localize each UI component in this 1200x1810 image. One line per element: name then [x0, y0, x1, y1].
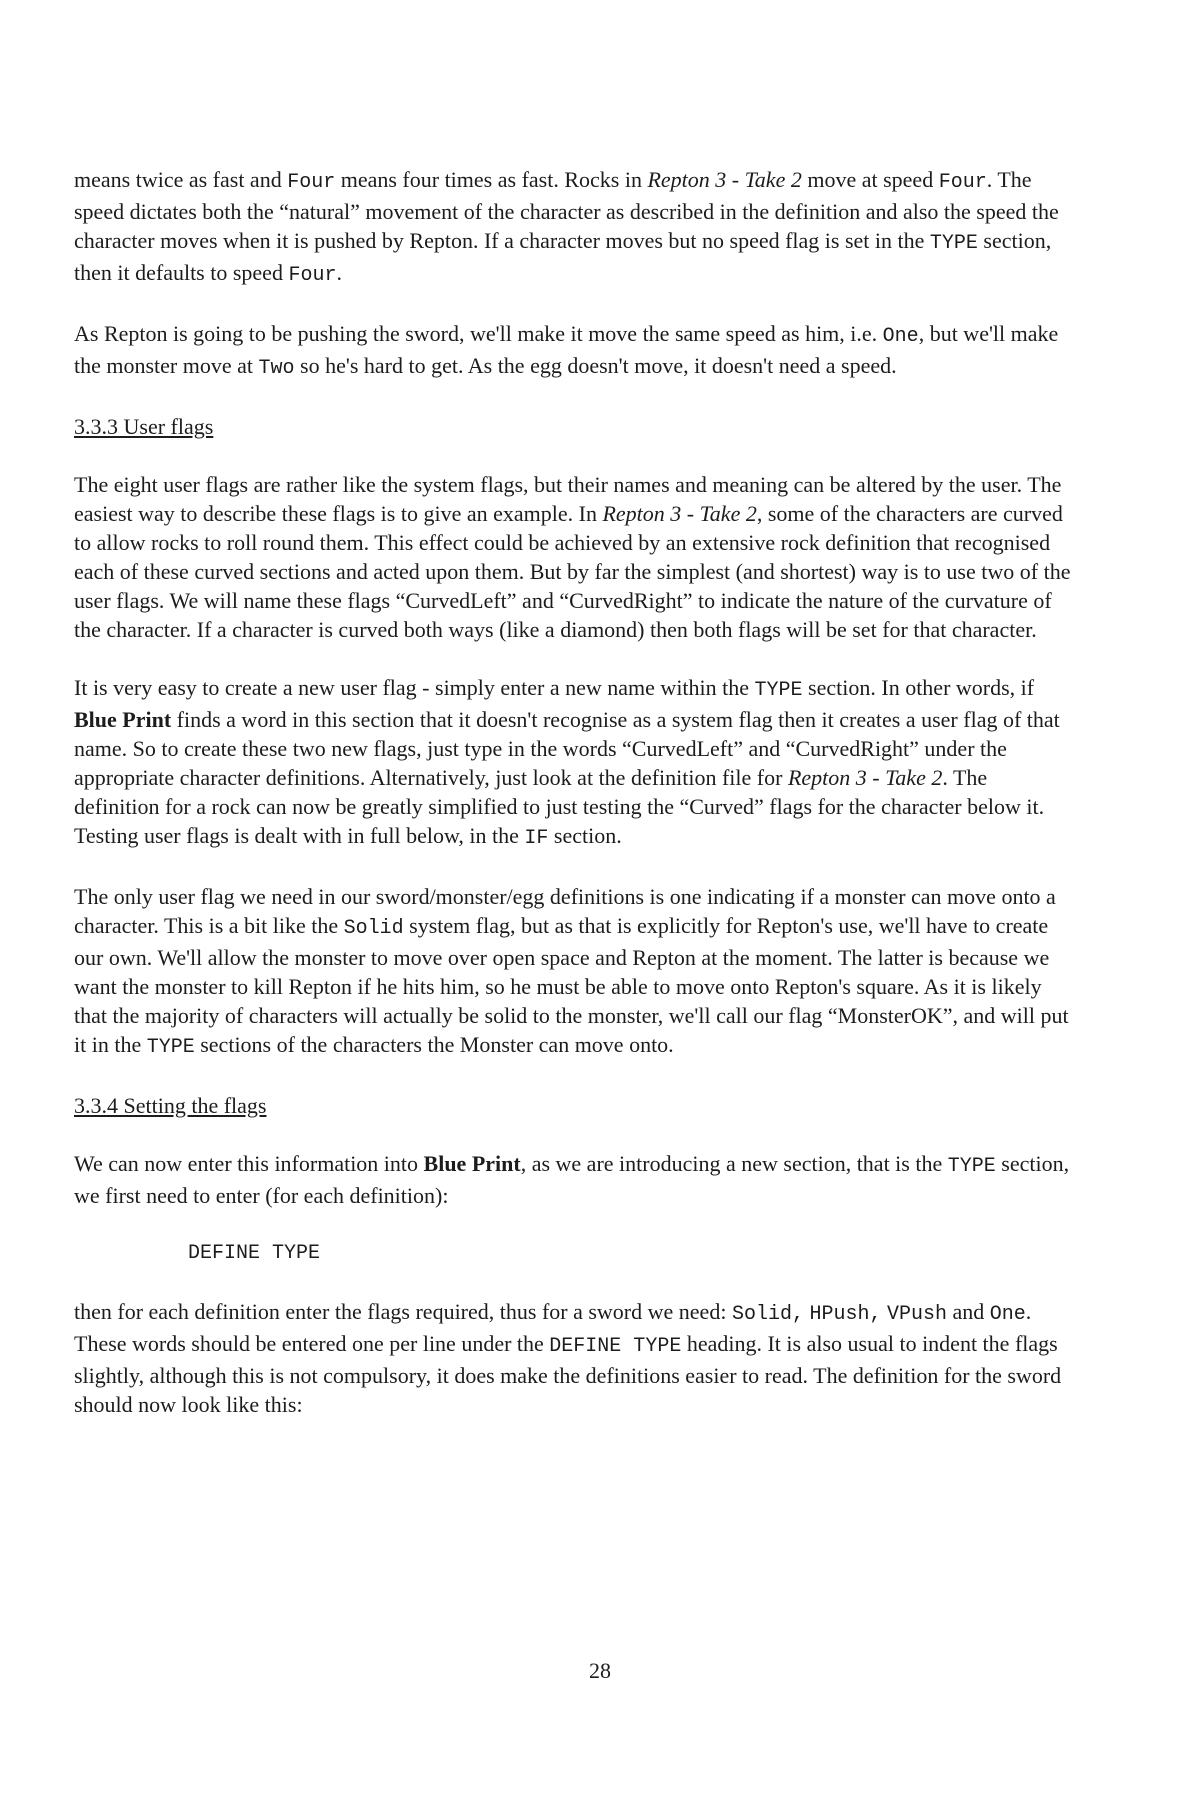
text: and [946, 1299, 990, 1324]
text: then for each definition enter the flags required, thus for a sword we need: [74, 1299, 732, 1324]
text: The only user flag we need in our sword/monster/egg definitions is one indicating if a monster can move onto a character. This is a bit like the [74, 884, 1056, 938]
text: , as we are introducing a new section, that is the [520, 1151, 948, 1176]
text: We can now enter this information into [74, 1151, 424, 1176]
text: The eight user flags are rather like the system flags, but their names and meaning can be altered by the user. The easiest way to describe these flags is to give an example. In [74, 472, 1062, 526]
code-define-type: DEFINE TYPE [549, 1335, 682, 1358]
code-block-define-type: DEFINE TYPE [188, 1242, 321, 1265]
game-title: Repton 3 - Take 2 [647, 167, 802, 192]
text: section. [548, 823, 622, 848]
text: . The speed dictates both the “natural” movement of the character as described in the definition and also the speed the character moves when it is pushed by Repton. If a character moves but no speed flag is set in the [74, 167, 1059, 253]
paragraph-sword-speed [74, 319, 1074, 383]
text: sections of the characters the Monster can move onto. [194, 1032, 674, 1057]
text: section, we first need to enter (for each definition): [74, 1151, 1070, 1208]
code-hpush: HPush, [809, 1303, 882, 1326]
code-four: Four [288, 264, 337, 287]
text: It is very easy to create a new user flag - simply enter a new name within the [74, 675, 755, 700]
text: . These words should be entered one per line under the [74, 1299, 1032, 1356]
section-heading-user-flags: 3.3.3 User flags [74, 414, 214, 439]
text: . [336, 260, 342, 285]
text: section. In other words, if [802, 675, 1035, 700]
product-name: Blue Print [423, 1151, 521, 1176]
text: move at speed [801, 167, 939, 192]
code-solid: Solid, [731, 1303, 804, 1326]
text: , some of the characters are curved to allow rocks to roll round them. This effect could be achieved by an extensive rock definition that recognised each of these curved sections and acted upon them. But by far the simplest (and shortest) way is to use two of the user flags. We will name these flags “CurvedLeft” and “CurvedRight” to indicate the nature of the curvature of the character. If a character is curved both ways (like a diamond) then both flags will be set for that character. [74, 501, 1071, 642]
code-four: Four [287, 171, 336, 194]
paragraph-sword-flags [74, 1297, 1074, 1419]
text: . The definition for a rock can now be greatly simplified to just testing the “Curved” flags for the character below it. Testing user flags is dealt with in full below, in the [74, 765, 1045, 848]
code-one: One [882, 325, 919, 348]
paragraph-create-user-flag [74, 673, 1074, 853]
text: finds a word in this section that it doesn't recognise as a system flag then it creates a user flag of that name. So to create these two new flags, just type in the words “CurvedLeft” and “CurvedRight” under the appropriate character definitions. Alternatively, just look at the definition file for [74, 707, 1060, 790]
code-one: One [989, 1303, 1026, 1326]
text: heading. It is also usual to indent the flags slightly, although this is not compulsory, it does make the definitions easier to read. The definition for the sword should now look like this: [74, 1331, 1062, 1417]
code-vpush: VPush [886, 1303, 947, 1326]
product-name: Blue Print [74, 707, 172, 732]
text: means twice as fast and [74, 167, 288, 192]
code-type: TYPE [146, 1036, 195, 1059]
section-heading-setting-flags: 3.3.4 Setting the flags [74, 1093, 267, 1118]
paragraph-user-flags [74, 470, 1074, 644]
page-number: 28 [589, 1658, 611, 1683]
paragraph-enter-information [74, 1149, 1074, 1210]
code-solid: Solid [343, 917, 404, 940]
text: means four times as fast. Rocks in [335, 167, 648, 192]
paragraph-monster-flag [74, 882, 1074, 1062]
page-body [74, 165, 1074, 1448]
game-title: Repton 3 - Take 2 [787, 765, 943, 790]
code-type: TYPE [947, 1155, 996, 1178]
text: As Repton is going to be pushing the sword, we'll make it move the same speed as him, i.e. [74, 321, 883, 346]
game-title: Repton 3 - Take 2 [602, 501, 757, 526]
text: , but we'll make the monster move at [74, 321, 1059, 378]
text: section, then it defaults to speed [74, 228, 1052, 285]
code-type: TYPE [754, 679, 803, 702]
code-four: Four [938, 171, 987, 194]
text: so he's hard to get. As the egg doesn't move, it doesn't need a speed. [294, 353, 897, 378]
code-two: Two [258, 357, 295, 380]
paragraph-speed-flags [74, 165, 1074, 290]
code-if: IF [524, 827, 549, 850]
code-type: TYPE [929, 232, 978, 255]
text: system flag, but as that is explicitly for Repton's use, we'll have to create our own. We'll allow the monster to move over open space and Repton at the moment. The latter is because we want the monster to kill Repton if he hits him, so he must be able to move onto Repton's square. As it is likely that the majority of characters will actually be solid to the monster, we'll call our flag “MonsterOK”, and will put it in the [74, 913, 1069, 1057]
